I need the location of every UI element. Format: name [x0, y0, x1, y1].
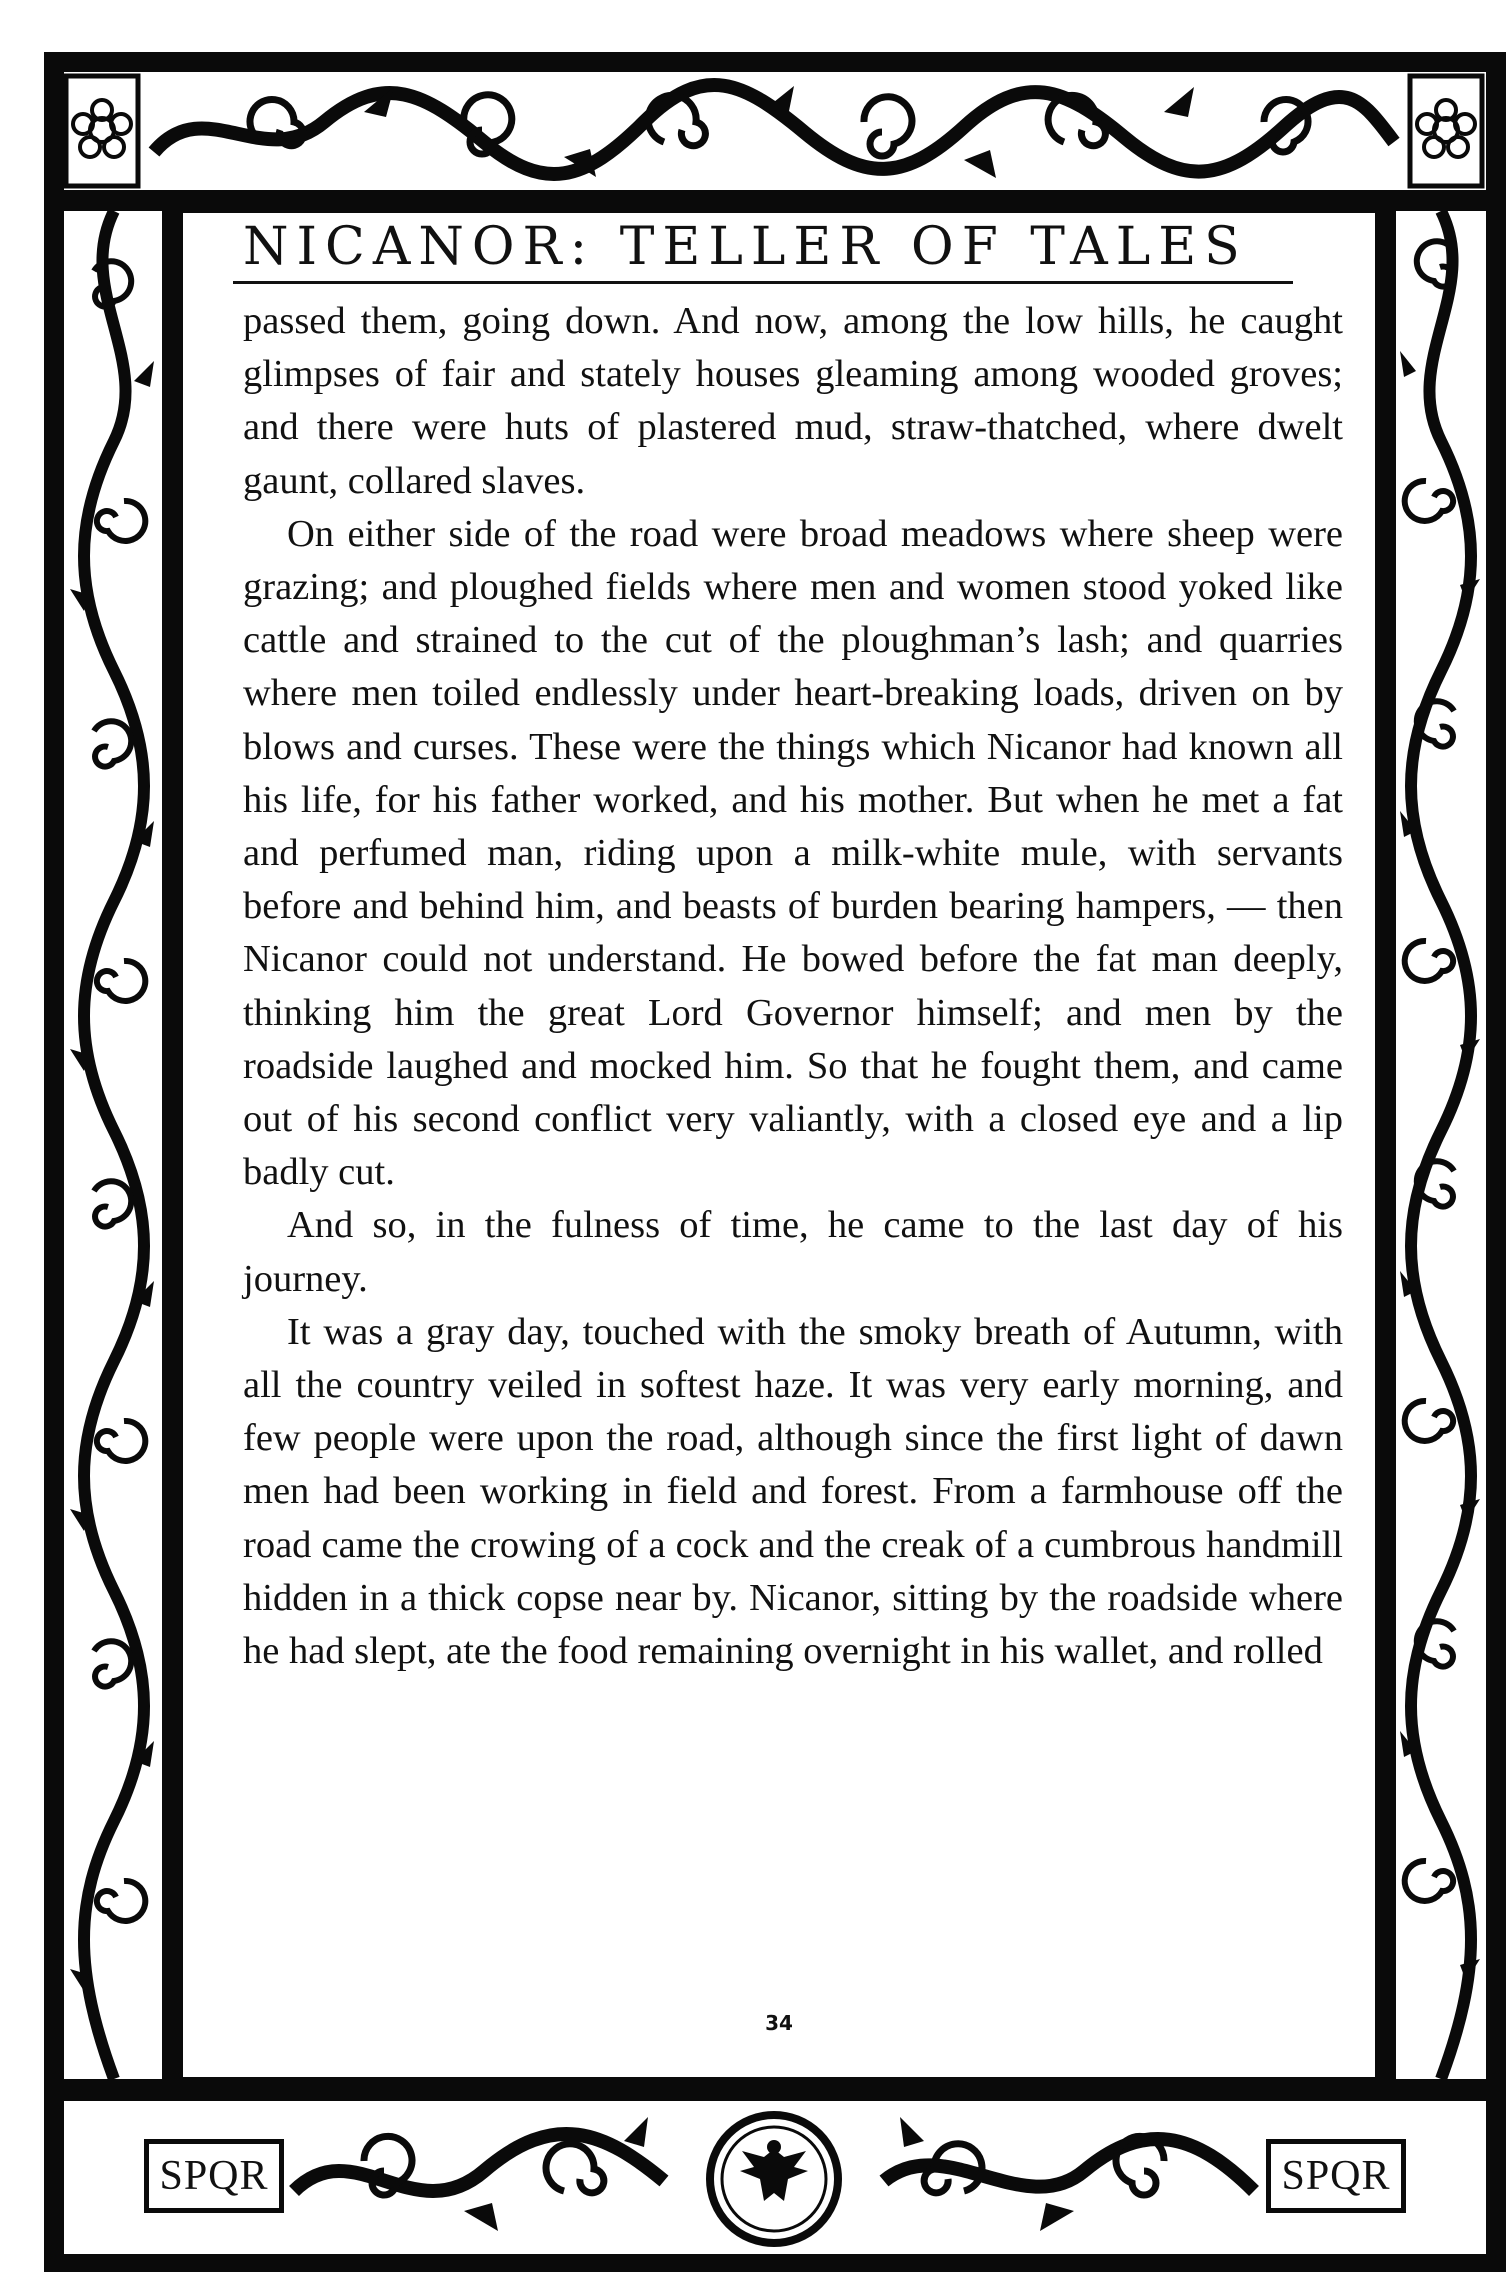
running-title: NICANOR: TELLER OF TALES [243, 217, 1248, 277]
right-scroll-ornament [1396, 211, 1486, 2079]
bottom-border-band [58, 2095, 1492, 2260]
paragraph: And so, in the fulness of time, he came to the last day of his journey. [243, 1204, 1343, 1300]
left-scroll-ornament [64, 211, 162, 2079]
body-text [243, 295, 1343, 1678]
text-panel [175, 205, 1383, 2085]
spqr-plaque-left: SPQR [144, 2139, 284, 2213]
right-border-band [1390, 205, 1492, 2085]
paragraph: It was a gray day, touched with the smoky breath of Autumn, with all the country veiled in softest haze. It was very early morning, and few people were upon the road, although since the first light of dawn men had been working in field and forest. From a farmhouse off the road came the crowing of a cock and the creak of a cumbrous handmill hidden in a thick copse near by. Nicanor, sitting by the roadside where he had slept, ate the food remaining overnight in his wallet, and rolled [243, 1310, 1343, 1673]
paragraph: On either side of the road were broad meadows where sheep were grazing; and ploughed fields where men and women stood yoked like cattle and strained to the cut of the ploughman’s lash; and quarries where men toiled endlessly under heart-breaking loads, driven on by blows and curses. These were the things which Nicanor had known all his life, for his father worked, and his mother. But when he met a fat and perfumed man, riding upon a milk-white mule, with servants before and behind him, and beasts of burden bearing hampers, — then Nicanor could not understand. He bowed before the fat man deeply, thinking him the great Lord Governor himself; and men by the roadside laughed and mocked him. So that he fought them, and came out of his second conflict very valiantly, with a closed eye and a lip badly cut. [243, 512, 1343, 1194]
page-number: 34 [765, 2011, 793, 2035]
spqr-plaque-right: SPQR [1266, 2139, 1406, 2213]
top-scroll-ornament [64, 72, 1486, 190]
left-border-band [58, 205, 168, 2085]
paragraph: passed them, going down. And now, among the low hills, he caught glimpses of fair and stately houses gleaming among wooded groves; and there were huts of plastered mud, straw-thatched, where dwelt gaunt, collared slaves. [243, 300, 1343, 502]
eagle-icon [704, 2109, 844, 2249]
top-border-band [58, 66, 1492, 196]
title-rule [233, 281, 1293, 284]
